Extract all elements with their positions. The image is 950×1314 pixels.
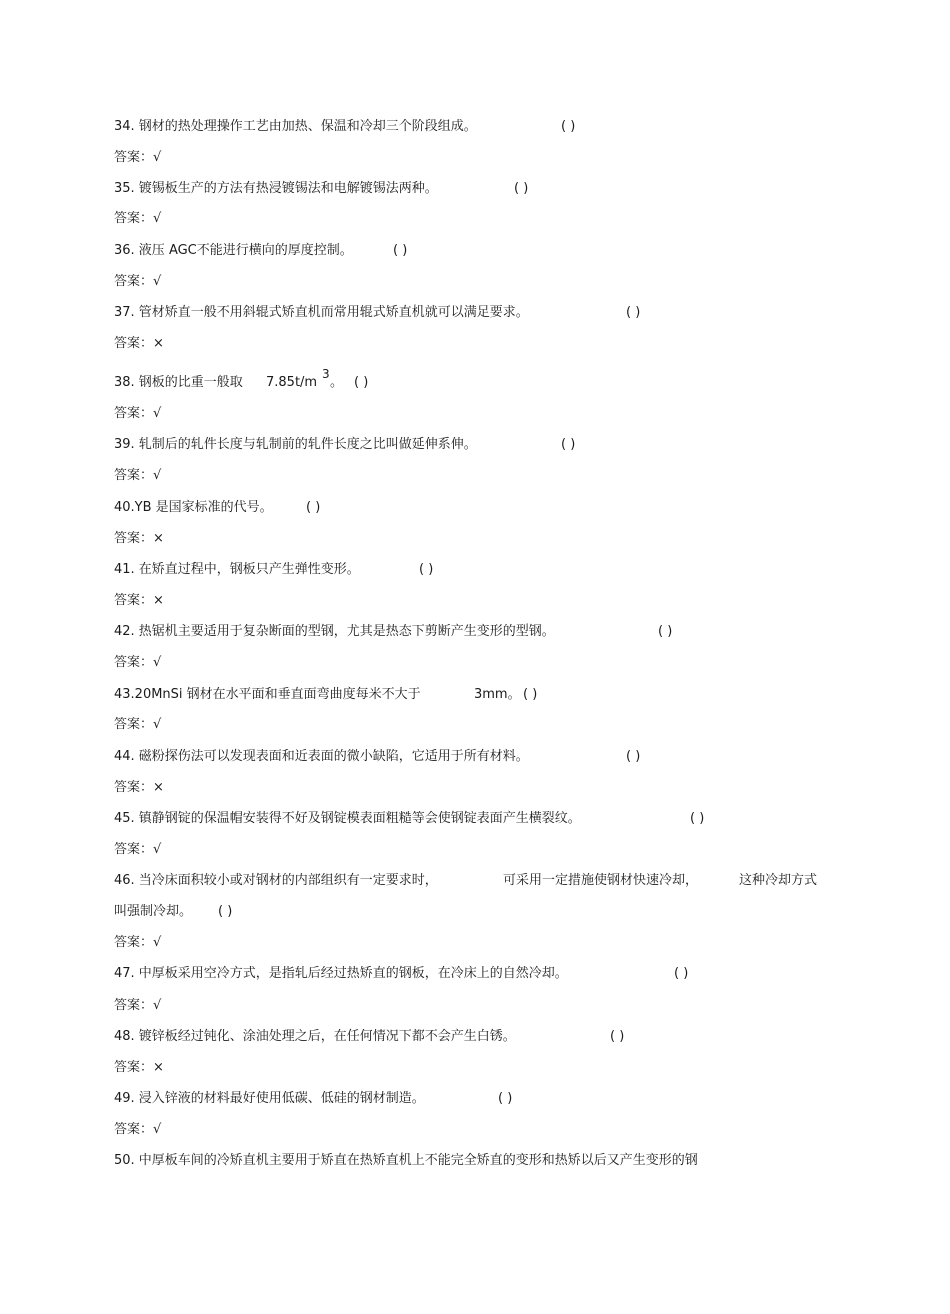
- question-50: 50. 中厚板车间的冷矫直机主要用于矫直在热矫直机上不能完全矫直的变形和热矫以后又产生变形的钢: [114, 1153, 698, 1168]
- question-48: 48. 镀锌板经过钝化、涂油处理之后，在任何情况下都不会产生白锈。: [114, 1029, 516, 1044]
- answer-blank: ( ): [658, 624, 673, 639]
- question-38-end: 。: [330, 375, 344, 390]
- question-36: 36. 液压 AGC不能进行横向的厚度控制。: [114, 243, 353, 258]
- answer-blank: ( ): [514, 181, 529, 196]
- question-38-value: 7.85t/m: [266, 375, 318, 390]
- answer-49: 答案：√: [114, 1122, 162, 1137]
- answer-48: 答案：×: [114, 1060, 164, 1075]
- answer-42: 答案：√: [114, 655, 162, 670]
- answer-38: 答案：√: [114, 406, 162, 421]
- answer-43: 答案：√: [114, 717, 162, 732]
- question-34: 34. 钢材的热处理操作工艺由加热、保温和冷却三个阶段组成。: [114, 119, 477, 134]
- answer-34: 答案：√: [114, 150, 162, 165]
- question-43-value: 3mm。: [474, 687, 521, 702]
- answer-blank: ( ): [498, 1091, 513, 1106]
- question-46-part2: 可采用一定措施使钢材快速冷却，: [503, 873, 699, 888]
- answer-blank: ( ): [561, 437, 576, 452]
- answer-blank: ( ): [626, 305, 641, 320]
- question-47: 47. 中厚板采用空冷方式，是指轧后经过热矫直的钢板，在冷床上的自然冷却。: [114, 966, 568, 981]
- question-39: 39. 轧制后的轧件长度与轧制前的轧件长度之比叫做延伸系伸。: [114, 437, 477, 452]
- answer-45: 答案：√: [114, 842, 162, 857]
- question-49: 49. 浸入锌液的材料最好使用低碳、低硅的钢材制造。: [114, 1091, 425, 1106]
- answer-37: 答案：×: [114, 336, 164, 351]
- superscript-3: 3: [322, 367, 330, 381]
- answer-41: 答案：×: [114, 593, 164, 608]
- answer-35: 答案：√: [114, 211, 162, 226]
- answer-blank: ( ): [523, 687, 538, 702]
- question-35: 35. 镀锡板生产的方法有热浸镀锡法和电解镀锡法两种。: [114, 181, 438, 196]
- answer-44: 答案：×: [114, 780, 164, 795]
- question-46-part3: 这种冷却方式: [739, 873, 818, 888]
- question-45: 45. 镇静钢锭的保温帽安装得不好及钢锭模表面粗糙等会使钢锭表面产生横裂纹。: [114, 811, 581, 826]
- question-38: 38. 钢板的比重一般取: [114, 375, 243, 390]
- answer-blank: ( ): [610, 1029, 625, 1044]
- question-40: 40.YB 是国家标准的代号。: [114, 500, 273, 515]
- answer-blank: ( ): [354, 375, 369, 390]
- answer-blank: ( ): [306, 500, 321, 515]
- question-43: 43.20MnSi 钢材在水平面和垂直面弯曲度每米不大于: [114, 687, 421, 702]
- answer-blank: ( ): [690, 811, 705, 826]
- question-42: 42. 热锯机主要适用于复杂断面的型钢，尤其是热态下剪断产生变形的型钢。: [114, 624, 555, 639]
- answer-blank: ( ): [561, 119, 576, 134]
- answer-39: 答案：√: [114, 468, 162, 483]
- question-41: 41. 在矫直过程中，钢板只产生弹性变形。: [114, 562, 360, 577]
- question-37: 37. 管材矫直一般不用斜辊式矫直机而常用辊式矫直机就可以满足要求。: [114, 305, 529, 320]
- question-44: 44. 磁粉探伤法可以发现表面和近表面的微小缺陷，它适用于所有材料。: [114, 749, 529, 764]
- answer-47: 答案：√: [114, 998, 162, 1013]
- answer-blank: ( ): [393, 243, 408, 258]
- answer-blank: ( ): [218, 904, 233, 919]
- answer-blank: ( ): [419, 562, 434, 577]
- answer-46: 答案：√: [114, 935, 162, 950]
- answer-blank: ( ): [674, 966, 689, 981]
- answer-blank: ( ): [626, 749, 641, 764]
- answer-40: 答案：×: [114, 531, 164, 546]
- question-46-cont: 叫强制冷却。: [114, 904, 193, 919]
- answer-36: 答案：√: [114, 274, 162, 289]
- question-46: 46. 当冷床面积较小或对钢材的内部组织有一定要求时，: [114, 873, 438, 888]
